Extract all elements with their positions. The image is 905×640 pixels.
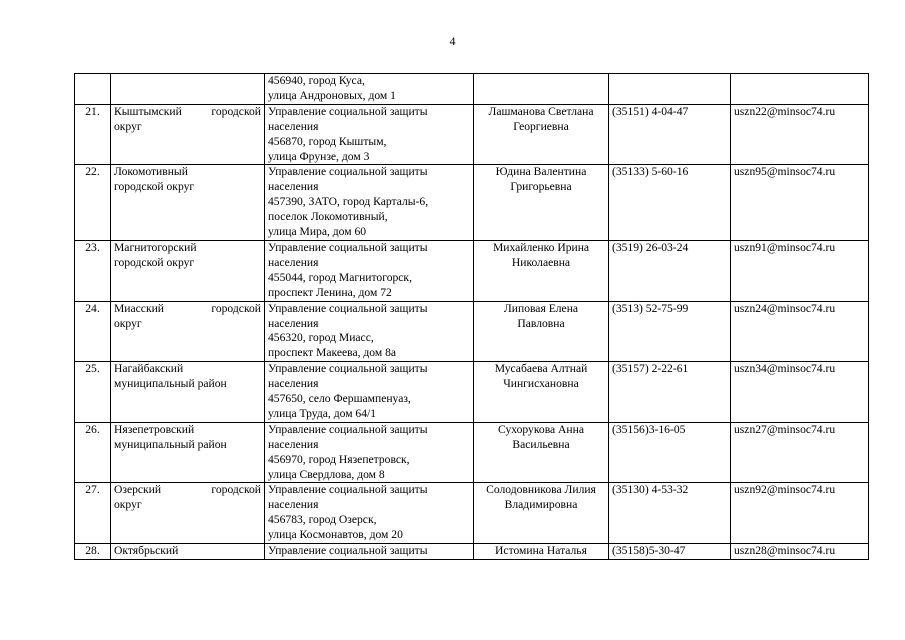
phone-cell: (35158)5-30-47 — [609, 544, 731, 560]
head-name-cell — [474, 362, 609, 423]
head-name-cell — [474, 165, 609, 241]
organization-address-line: населения — [268, 180, 319, 194]
head-name-line: Юдина Валентина — [495, 165, 587, 179]
email-cell: uszn28@minsoc74.ru — [731, 544, 869, 560]
table-row — [75, 422, 869, 483]
head-name-cell — [474, 104, 609, 165]
head-name-line: Мусабаева Алтнай — [494, 362, 588, 376]
table-row — [75, 165, 869, 241]
district-name-line: Октябрьский — [114, 544, 179, 558]
organization-address-cell — [265, 483, 474, 544]
head-name-line: Чингисхановна — [503, 377, 579, 391]
district-name-line: Озерский городской — [114, 483, 261, 497]
head-name-line: Григорьевна — [510, 180, 572, 194]
email-cell: uszn24@minsoc74.ru — [731, 301, 869, 362]
district-name-line: городской округ — [114, 180, 195, 194]
head-name-line: Николаевна — [511, 255, 571, 269]
email-cell: uszn34@minsoc74.ru — [731, 362, 869, 423]
district-name-line: Нагайбакский — [114, 362, 184, 376]
head-name-line: Павловна — [517, 316, 565, 330]
table-row — [75, 544, 869, 560]
phone-cell: (35133) 5-60-16 — [609, 165, 731, 241]
district-name-line: муниципальный район — [114, 377, 227, 391]
organization-address-line: населения — [268, 498, 319, 512]
phone-cell: (35157) 2-22-61 — [609, 362, 731, 423]
row-number: 21. — [75, 104, 111, 165]
email-cell: uszn22@minsoc74.ru — [731, 104, 869, 165]
row-number — [75, 74, 111, 105]
head-name-line: Сухорукова Анна — [498, 422, 584, 436]
head-name-line: Лашманова Светлана — [488, 104, 594, 118]
head-name-cell — [474, 74, 609, 105]
district-name-line: Миасский городской — [114, 301, 261, 315]
district-name-line: Локомотивный — [114, 165, 188, 179]
email-cell: uszn27@minsoc74.ru — [731, 422, 869, 483]
head-name-line: Истомина Наталья — [495, 544, 587, 558]
phone-cell: (35156)3-16-05 — [609, 422, 731, 483]
organization-address-line: улица Мира, дом 60 — [268, 225, 367, 239]
organization-address-line: населения — [268, 437, 319, 451]
organization-address-cell — [265, 301, 474, 362]
organization-address-line: поселок Локомотивный, — [268, 210, 388, 224]
row-number: 27. — [75, 483, 111, 544]
district-cell — [111, 165, 265, 241]
organization-address-line: проспект Макеева, дом 8а — [268, 346, 397, 360]
organization-address-line: Управление социальной защиты — [268, 301, 428, 315]
district-cell — [111, 544, 265, 560]
district-cell — [111, 240, 265, 301]
head-name-cell — [474, 544, 609, 560]
organization-address-line: Управление социальной защиты — [268, 362, 428, 376]
district-name-line: округ — [114, 498, 142, 512]
organization-address-line: 456970, город Нязепетровск, — [268, 452, 410, 466]
organization-address-line: проспект Ленина, дом 72 — [268, 285, 392, 299]
organization-address-line: улица Фрунзе, дом 3 — [268, 149, 370, 163]
organization-address-line: 456783, город Озерск, — [268, 513, 377, 527]
email-cell: uszn92@minsoc74.ru — [731, 483, 869, 544]
district-name-line: городской округ — [114, 255, 195, 269]
organization-address-cell — [265, 422, 474, 483]
organization-address-line: 455044, город Магнитогорск, — [268, 270, 412, 284]
organization-address-line: 457650, село Фершампенуаз, — [268, 392, 411, 406]
table-body — [75, 74, 869, 560]
row-number: 22. — [75, 165, 111, 241]
organization-address-line: Управление социальной защиты — [268, 104, 428, 118]
district-cell — [111, 422, 265, 483]
head-name-cell — [474, 240, 609, 301]
table-row — [75, 104, 869, 165]
row-number: 25. — [75, 362, 111, 423]
row-number: 23. — [75, 240, 111, 301]
district-name-line: Магнитогорский — [114, 240, 197, 254]
organization-address-line: населения — [268, 119, 319, 133]
head-name-line: Липовая Елена — [503, 301, 579, 315]
organization-address-line: улица Космонавтов, дом 20 — [268, 528, 403, 542]
organization-address-line: Управление социальной защиты — [268, 240, 428, 254]
district-cell — [111, 301, 265, 362]
organization-address-line: населения — [268, 316, 319, 330]
table-row — [75, 362, 869, 423]
organization-address-line: 456940, город Куса, — [268, 74, 365, 87]
organization-address-cell — [265, 240, 474, 301]
head-name-line: Васильевна — [512, 437, 570, 451]
head-name-line: Михайленко Ирина — [492, 240, 590, 254]
phone-cell: (3519) 26-03-24 — [609, 240, 731, 301]
organization-address-cell — [265, 165, 474, 241]
row-number: 24. — [75, 301, 111, 362]
organization-address-line: населения — [268, 377, 319, 391]
organization-address-cell — [265, 104, 474, 165]
phone-cell — [609, 74, 731, 105]
social-protection-directory-table — [74, 73, 869, 560]
organization-address-line: Управление социальной защиты — [268, 165, 428, 179]
district-name-line: округ — [114, 119, 142, 133]
table-row — [75, 301, 869, 362]
table-row — [75, 240, 869, 301]
organization-address-cell — [265, 74, 474, 105]
email-cell: uszn95@minsoc74.ru — [731, 165, 869, 241]
organization-address-cell — [265, 544, 474, 560]
table-row — [75, 74, 869, 105]
row-number: 26. — [75, 422, 111, 483]
district-name-line: Нязепетровский — [114, 422, 195, 436]
row-number: 28. — [75, 544, 111, 560]
phone-cell: (3513) 52-75-99 — [609, 301, 731, 362]
organization-address-line: Управление социальной защиты — [268, 544, 428, 558]
email-cell: uszn91@minsoc74.ru — [731, 240, 869, 301]
district-cell — [111, 362, 265, 423]
organization-address-line: 456870, город Кыштым, — [268, 134, 387, 148]
phone-cell: (35130) 4-53-32 — [609, 483, 731, 544]
district-name-line: муниципальный район — [114, 437, 227, 451]
organization-address-line: 456320, город Миасс, — [268, 331, 374, 345]
head-name-cell — [474, 422, 609, 483]
head-name-cell — [474, 483, 609, 544]
phone-cell: (35151) 4-04-47 — [609, 104, 731, 165]
organization-address-line: улица Труда, дом 64/1 — [268, 406, 377, 420]
organization-address-line: населения — [268, 255, 319, 269]
organization-address-line: Управление социальной защиты — [268, 422, 428, 436]
organization-address-line: Управление социальной защиты — [268, 483, 428, 497]
head-name-line: Владимировна — [504, 498, 578, 512]
email-cell — [731, 74, 869, 105]
district-cell — [111, 483, 265, 544]
page-number: 4 — [449, 34, 456, 48]
organization-address-cell — [265, 362, 474, 423]
district-cell — [111, 74, 265, 105]
table-row — [75, 483, 869, 544]
district-name-line: Кыштымский городской — [114, 104, 261, 118]
head-name-line: Георгиевна — [513, 119, 569, 133]
head-name-cell — [474, 301, 609, 362]
district-cell — [111, 104, 265, 165]
organization-address-line: улица Свердлова, дом 8 — [268, 467, 385, 481]
organization-address-line: 457390, ЗАТО, город Карталы-6, — [268, 195, 429, 209]
organization-address-line: улица Андроновых, дом 1 — [268, 88, 396, 102]
district-name-line: округ — [114, 316, 142, 330]
head-name-line: Солодовникова Лилия — [486, 483, 596, 497]
